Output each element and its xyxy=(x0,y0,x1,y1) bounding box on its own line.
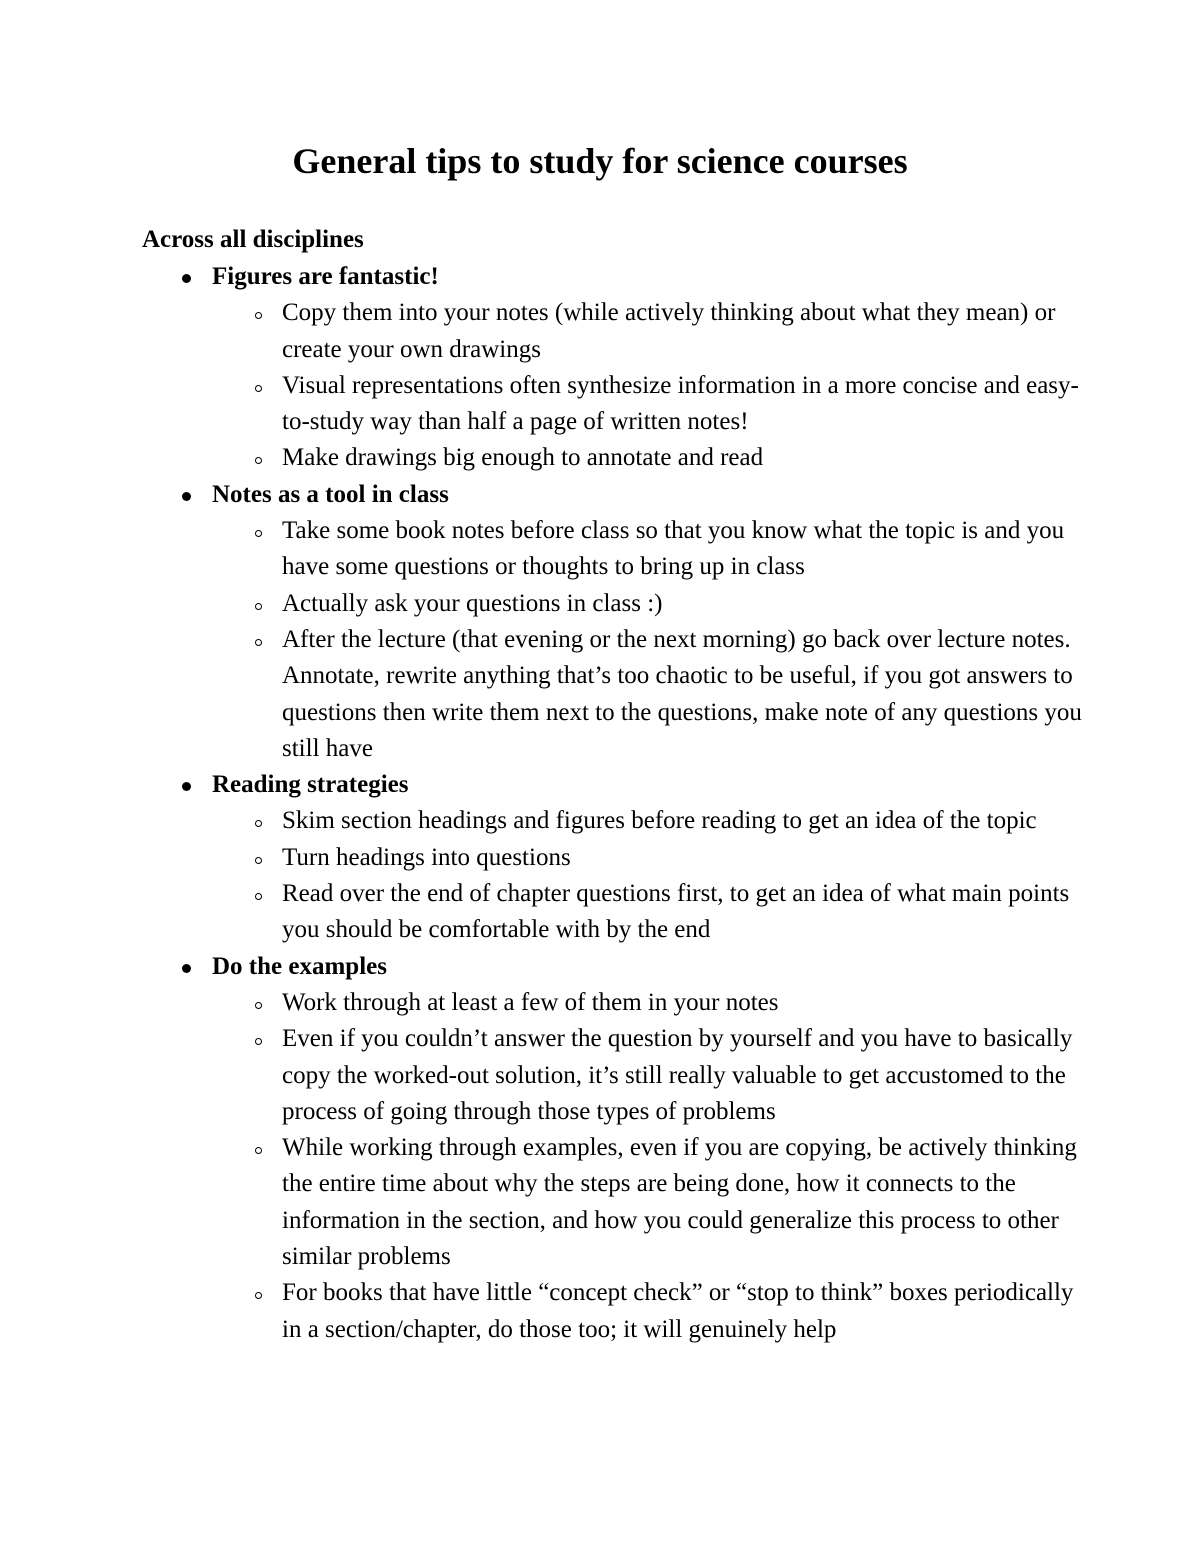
hollow-bullet-icon xyxy=(255,530,262,537)
topic-heading: Do the examples xyxy=(212,952,387,980)
topic-heading: Reading strategies xyxy=(212,771,409,799)
topic-heading: Notes as a tool in class xyxy=(212,480,449,508)
list-item-text: For books that have little “concept check” or “stop to think” boxes periodically in a section/chapter, do those too; it will genuinely help xyxy=(282,1279,1074,1343)
list-item xyxy=(212,440,1082,476)
sub-list xyxy=(212,295,1082,476)
hollow-bullet-icon xyxy=(255,603,262,610)
list-item xyxy=(212,985,1082,1021)
hollow-bullet-icon xyxy=(255,639,262,646)
list-item-text: Copy them into your notes (while actively thinking about what they mean) or create your own drawings xyxy=(282,299,1056,363)
filled-bullet-icon xyxy=(182,782,191,791)
list-item-text: Work through at least a few of them in your notes xyxy=(282,988,779,1016)
sub-list xyxy=(212,985,1082,1348)
hollow-bullet-icon xyxy=(255,385,262,392)
list-item-text: While working through examples, even if you are copying, be actively thinking the entire time about why the steps are being done, how it connects to the information in the section, and how you could generalize this process to other similar problems xyxy=(282,1134,1077,1271)
hollow-bullet-icon xyxy=(255,1002,262,1009)
list-item xyxy=(212,840,1082,876)
list-item xyxy=(212,876,1082,949)
sub-list xyxy=(212,513,1082,767)
topic-notes xyxy=(142,477,1082,767)
hollow-bullet-icon xyxy=(255,857,262,864)
topic-heading: Figures are fantastic! xyxy=(212,263,439,290)
list-item xyxy=(212,295,1082,368)
filled-bullet-icon xyxy=(182,492,191,501)
list-item-text: Visual representations often synthesize information in a more concise and easy-to-study way than half a page of written notes! xyxy=(282,371,1079,436)
list-item xyxy=(212,1021,1082,1130)
list-item-text: Read over the end of chapter questions first, to get an idea of what main points you should be comfortable with by the end xyxy=(282,880,1070,944)
section-heading: Across all disciplines xyxy=(142,226,364,253)
hollow-bullet-icon xyxy=(255,1292,262,1299)
hollow-bullet-icon xyxy=(255,1038,262,1045)
list-item-text: Actually ask your questions in class :) xyxy=(282,589,663,617)
page-title: General tips to study for science courses xyxy=(292,141,908,181)
list-item xyxy=(212,368,1082,441)
filled-bullet-icon xyxy=(182,964,191,973)
list-item-text: After the lecture (that evening or the next morning) go back over lecture notes. Annotate, rewrite anything that’s too chaotic to be useful, if you got answers to questions then write them next to the questions, make note of any questions you still have xyxy=(282,625,1082,762)
list-item-text: Skim section headings and figures before reading to get an idea of the topic xyxy=(282,807,1037,835)
list-item xyxy=(212,1130,1082,1275)
topic-reading xyxy=(142,767,1082,948)
list-item xyxy=(212,803,1082,839)
topic-examples xyxy=(142,949,1082,1348)
topic-list xyxy=(142,259,1082,1348)
filled-bullet-icon xyxy=(182,274,191,283)
list-item xyxy=(212,1275,1082,1348)
hollow-bullet-icon xyxy=(255,312,262,319)
sub-list xyxy=(212,803,1082,948)
list-item xyxy=(212,622,1082,767)
list-item xyxy=(212,513,1082,586)
list-item-text: Make drawings big enough to annotate and read xyxy=(282,444,764,472)
list-item xyxy=(212,586,1082,622)
hollow-bullet-icon xyxy=(255,820,262,827)
list-item-text: Even if you couldn’t answer the question by yourself and you have to basically copy the worked-out solution, it’s still really valuable to get accustomed to the process of going through those types of problems xyxy=(282,1025,1073,1125)
list-item-text: Turn headings into questions xyxy=(282,843,571,871)
hollow-bullet-icon xyxy=(255,457,262,464)
topic-figures xyxy=(142,259,1082,477)
list-item-text: Take some book notes before class so that you know what the topic is and you have some questions or thoughts to bring up in class xyxy=(282,517,1065,581)
hollow-bullet-icon xyxy=(255,1147,262,1154)
hollow-bullet-icon xyxy=(255,893,262,900)
